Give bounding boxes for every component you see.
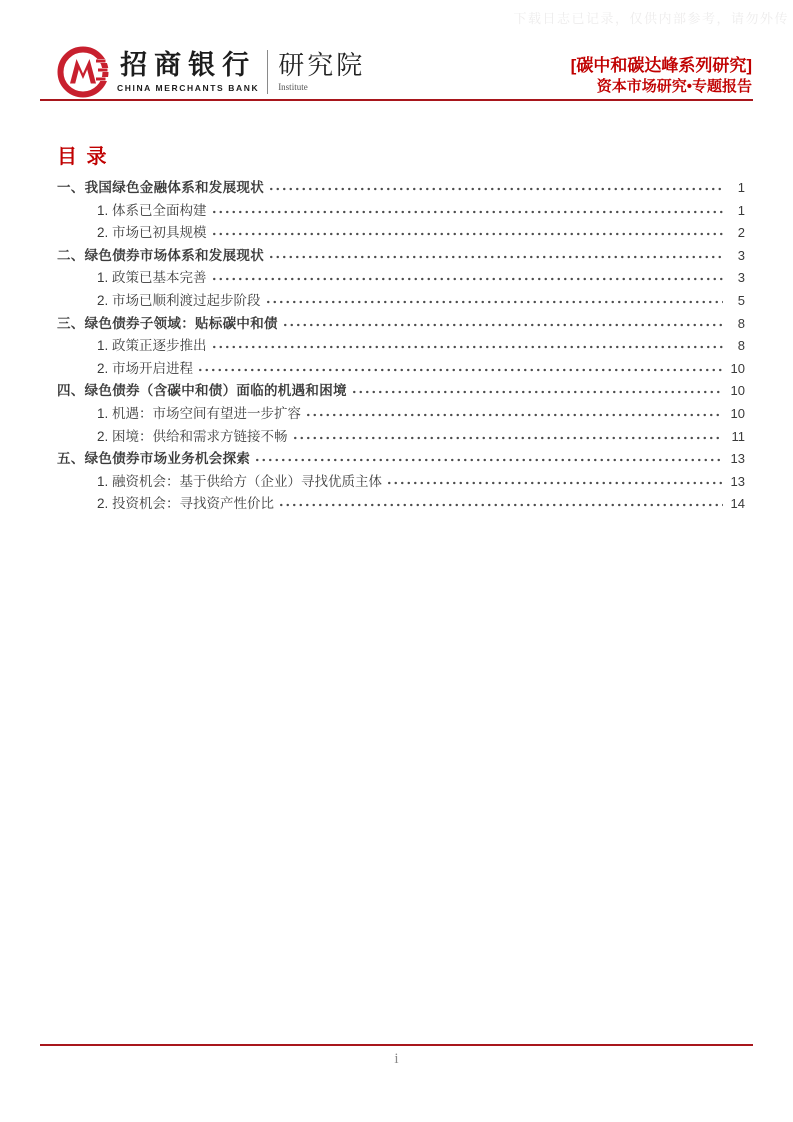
toc-list bbox=[57, 176, 745, 515]
toc-entry[interactable] bbox=[57, 221, 745, 244]
dot-leader bbox=[278, 502, 723, 508]
dot-leader bbox=[211, 209, 723, 215]
toc-entry-label: 2. 市场已顺利渡过起步阶段 bbox=[97, 292, 261, 308]
toc-entry-page: 1 bbox=[737, 180, 745, 195]
toc-entry-page: 8 bbox=[737, 315, 745, 331]
toc-entry-label: 1. 机遇：市场空间有望进一步扩容 bbox=[97, 405, 302, 421]
toc-entry-label: 五、绿色债券市场业务机会探索 bbox=[57, 451, 251, 467]
toc-entry-page: 13 bbox=[730, 451, 745, 467]
toc-entry-label: 2. 投资机会：寻找资产性价比 bbox=[97, 496, 275, 512]
toc-entry-page: 3 bbox=[737, 247, 745, 263]
bank-name-cn: 招商银行 bbox=[120, 50, 257, 81]
dot-leader bbox=[305, 412, 723, 418]
page-number: i bbox=[394, 1051, 399, 1067]
toc-entry[interactable] bbox=[57, 402, 745, 425]
dot-leader bbox=[197, 367, 723, 373]
toc-entry[interactable] bbox=[57, 447, 745, 470]
dot-leader bbox=[254, 457, 723, 463]
dot-leader bbox=[265, 299, 723, 305]
toc-entry-label: 1. 融资机会：基于供给方（企业）寻找优质主体 bbox=[97, 473, 383, 489]
toc-entry-label: 2. 市场已初具规模 bbox=[97, 225, 207, 241]
toc-entry[interactable] bbox=[57, 357, 745, 380]
header-rule bbox=[40, 99, 753, 101]
dot-leader bbox=[386, 480, 723, 486]
series-tag: [碳中和碳达峰系列研究] bbox=[570, 56, 752, 75]
toc-entry-page: 10 bbox=[730, 360, 745, 376]
dot-leader bbox=[292, 435, 723, 441]
toc-entry-label: 1. 政策已基本完善 bbox=[97, 270, 207, 286]
toc-entry-label: 三、绿色债券子领域：贴标碳中和债 bbox=[57, 315, 278, 331]
toc-entry-label: 四、绿色债券（含碳中和债）面临的机遇和困境 bbox=[57, 383, 347, 399]
institute-name-en: Institute bbox=[278, 82, 308, 93]
toc-entry[interactable] bbox=[57, 334, 745, 357]
toc-entry-label: 1. 体系已全面构建 bbox=[97, 202, 207, 218]
dot-leader bbox=[211, 344, 723, 350]
toc-entry-page: 10 bbox=[730, 405, 745, 421]
footer-rule bbox=[40, 1044, 753, 1046]
toc-entry-label: 1. 政策正逐步推出 bbox=[97, 338, 207, 354]
cmb-emblem-icon bbox=[57, 46, 109, 98]
header-logo bbox=[57, 46, 365, 98]
toc-entry[interactable] bbox=[57, 425, 745, 448]
dot-leader bbox=[268, 254, 723, 260]
toc-entry[interactable] bbox=[57, 312, 745, 335]
toc-entry-page: 1 bbox=[737, 202, 745, 218]
toc-entry-page: 14 bbox=[730, 496, 745, 512]
watermark-text: 下载日志已记录，仅供内部参考，请勿外传 bbox=[513, 11, 789, 26]
toc-entry-page: 10 bbox=[730, 383, 745, 399]
toc-entry[interactable] bbox=[57, 470, 745, 493]
toc-entry-page: 8 bbox=[737, 338, 745, 354]
report-header-titles bbox=[571, 55, 752, 97]
dot-leader bbox=[282, 322, 723, 328]
toc-entry-label: 二、绿色债券市场体系和发展现状 bbox=[57, 247, 264, 263]
toc-entry-page: 3 bbox=[737, 270, 745, 286]
toc-title: 目 录 bbox=[57, 146, 109, 168]
bank-name-en: CHINA MERCHANTS BANK bbox=[117, 82, 260, 93]
toc-entry[interactable] bbox=[57, 176, 745, 199]
institute-block bbox=[278, 52, 365, 93]
logo-divider bbox=[267, 50, 268, 94]
toc-entry-page: 5 bbox=[737, 292, 745, 308]
institute-name-cn: 研究院 bbox=[278, 50, 366, 80]
toc-entry-page: 11 bbox=[731, 428, 745, 444]
toc-entry-page: 2 bbox=[737, 225, 745, 241]
toc-entry[interactable] bbox=[57, 289, 745, 312]
toc-entry[interactable] bbox=[57, 492, 745, 515]
toc-entry-page: 13 bbox=[730, 473, 745, 489]
toc-entry[interactable] bbox=[57, 199, 745, 222]
dot-leader bbox=[351, 389, 723, 395]
toc-entry[interactable] bbox=[57, 379, 745, 402]
dot-leader bbox=[268, 186, 723, 192]
toc-entry[interactable] bbox=[57, 244, 745, 267]
report-type: 资本市场研究•专题报告 bbox=[596, 78, 752, 96]
toc-entry-label: 一、我国绿色金融体系和发展现状 bbox=[57, 180, 264, 195]
bank-name-block bbox=[117, 51, 259, 93]
toc-entry-label: 2. 市场开启进程 bbox=[97, 360, 194, 376]
toc-entry-label: 2. 困境：供给和需求方链接不畅 bbox=[97, 428, 288, 444]
toc-entry[interactable] bbox=[57, 266, 745, 289]
dot-leader bbox=[211, 231, 723, 237]
dot-leader bbox=[211, 276, 723, 282]
